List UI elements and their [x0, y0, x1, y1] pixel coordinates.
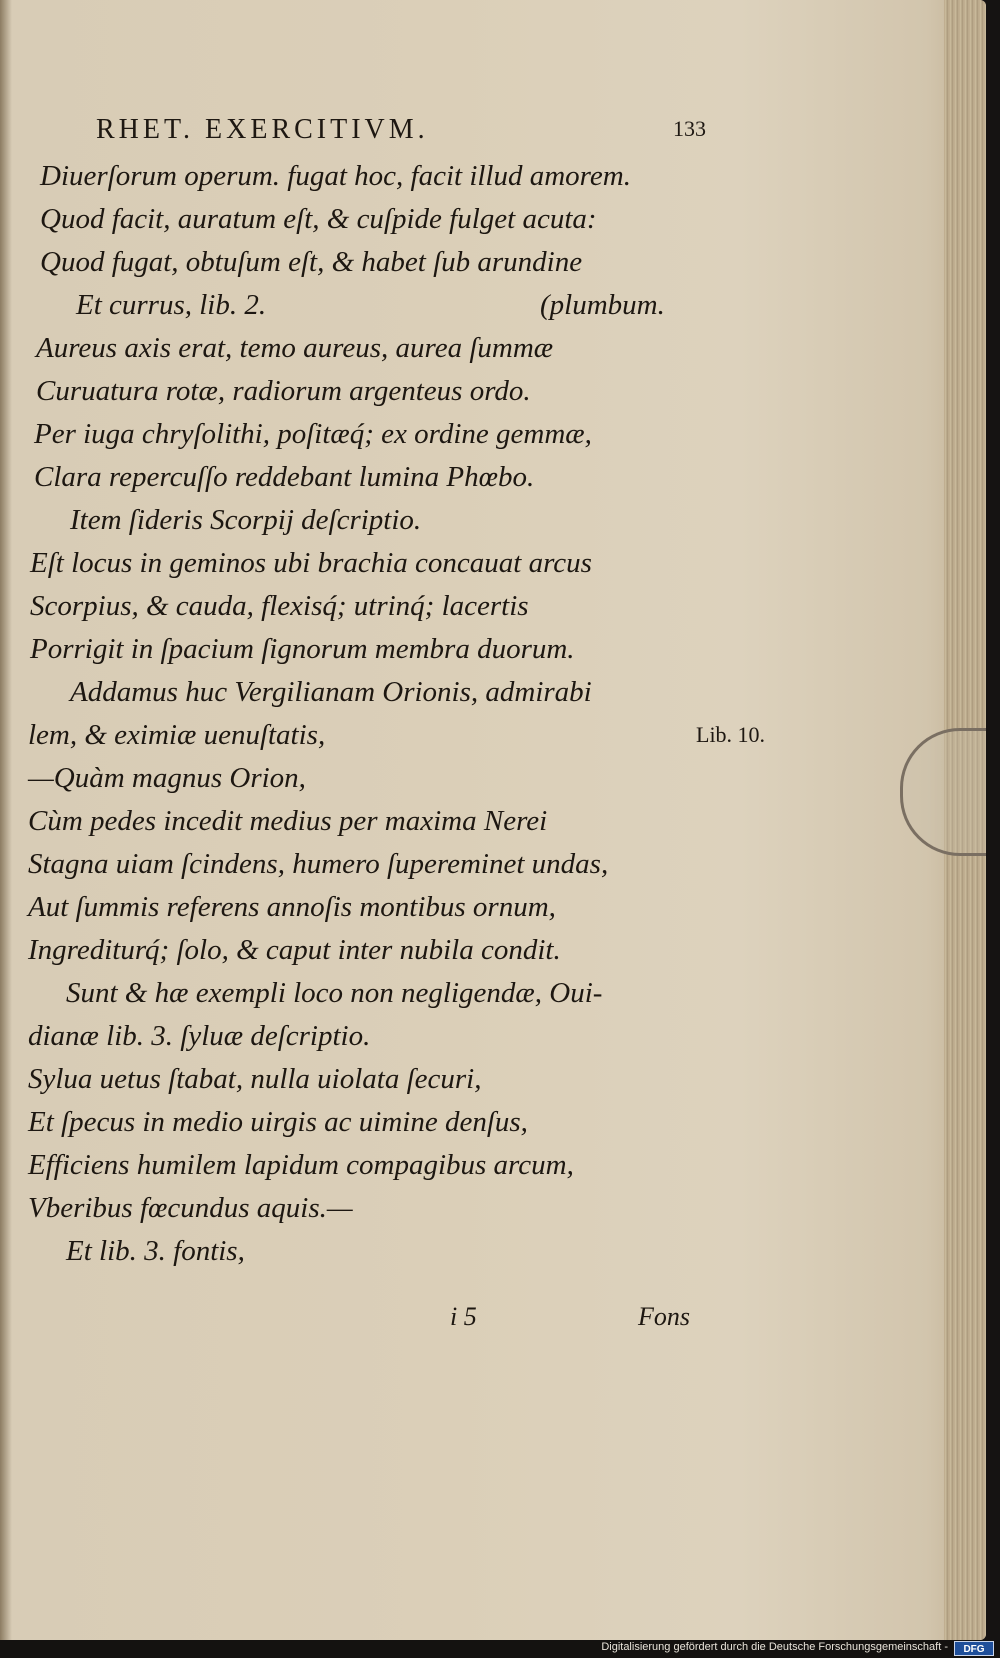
text-line: Diuerſorum operum. fugat hoc, facit illud amorem. — [40, 160, 631, 192]
text-line: Eſt locus in geminos ubi brachia concauat arcus — [30, 547, 592, 579]
signature-mark: i 5 — [450, 1302, 477, 1331]
dfg-logo: DFG — [954, 1641, 994, 1656]
text-line: Stagna uiam ſcindens, humero ſupereminet undas, — [28, 848, 609, 880]
text-line: Et lib. 3. fontis, — [66, 1235, 245, 1267]
text-line: Efficiens humilem lapidum compagibus arcum, — [28, 1149, 574, 1181]
margin-note: Lib. 10. — [696, 722, 766, 747]
page-clip — [900, 728, 986, 856]
text-line: Vberibus fœcundus aquis.— — [28, 1192, 353, 1224]
text-line: Scorpius, & cauda, flexisq́; utrinq́; lacertis — [30, 590, 529, 622]
catchword-line — [450, 1302, 690, 1338]
text-line: Porrigit in ſpacium ſignorum membra duorum. — [30, 633, 575, 665]
running-head — [96, 114, 706, 154]
text-line: Sylua uetus ſtabat, nulla uiolata ſecuri, — [28, 1063, 482, 1095]
text-line: Ingrediturq́; ſolo, & caput inter nubila condit. — [28, 934, 561, 966]
text-line: Per iuga chryſolithi, poſitæq́; ex ordine gemmæ, — [34, 418, 592, 450]
text-line: Quod fugat, obtuſum eſt, & habet ſub arundine — [40, 246, 583, 278]
text-line: Et ſpecus in medio uirgis ac uimine denſus, — [28, 1106, 528, 1138]
text-line: Et currus, lib. 2. — [76, 289, 267, 321]
text-line: Aut ſummis referens annoſis montibus ornum, — [28, 891, 556, 923]
text-line: Aureus axis erat, temo aureus, aurea ſummæ — [36, 332, 554, 364]
catchword: Fons — [638, 1302, 690, 1331]
text-line: Quod facit, auratum eſt, & cuſpide fulget acuta: — [40, 203, 597, 235]
text-line: —Quàm magnus Orion, — [28, 762, 306, 794]
running-head-title: RHET. EXERCITIVM. — [96, 114, 429, 145]
text-line: Clara repercuſſo reddebant lumina Phœbo. — [34, 461, 535, 493]
text-line: Addamus huc Vergilianam Orionis, admirabi — [70, 676, 592, 708]
text-line: Sunt & hæ exempli loco non negligendæ, Oui- — [66, 977, 603, 1009]
text-line: lem, & eximiæ uenuſtatis, — [28, 719, 326, 751]
text-line: (plumbum. — [540, 289, 665, 321]
page-number: 133 — [673, 116, 706, 141]
footer-credit: Digitalisierung gefördert durch die Deutsche Forschungsgemeinschaft - — [601, 1641, 948, 1653]
text-line: dianæ lib. 3. ſyluæ deſcriptio. — [28, 1020, 371, 1052]
text-line: Cùm pedes incedit medius per maxima Nerei — [28, 805, 548, 837]
text-line: Curuatura rotæ, radiorum argenteus ordo. — [36, 375, 531, 407]
gutter-shadow — [0, 0, 12, 1640]
text-line: Item ſideris Scorpij deſcriptio. — [70, 504, 422, 536]
